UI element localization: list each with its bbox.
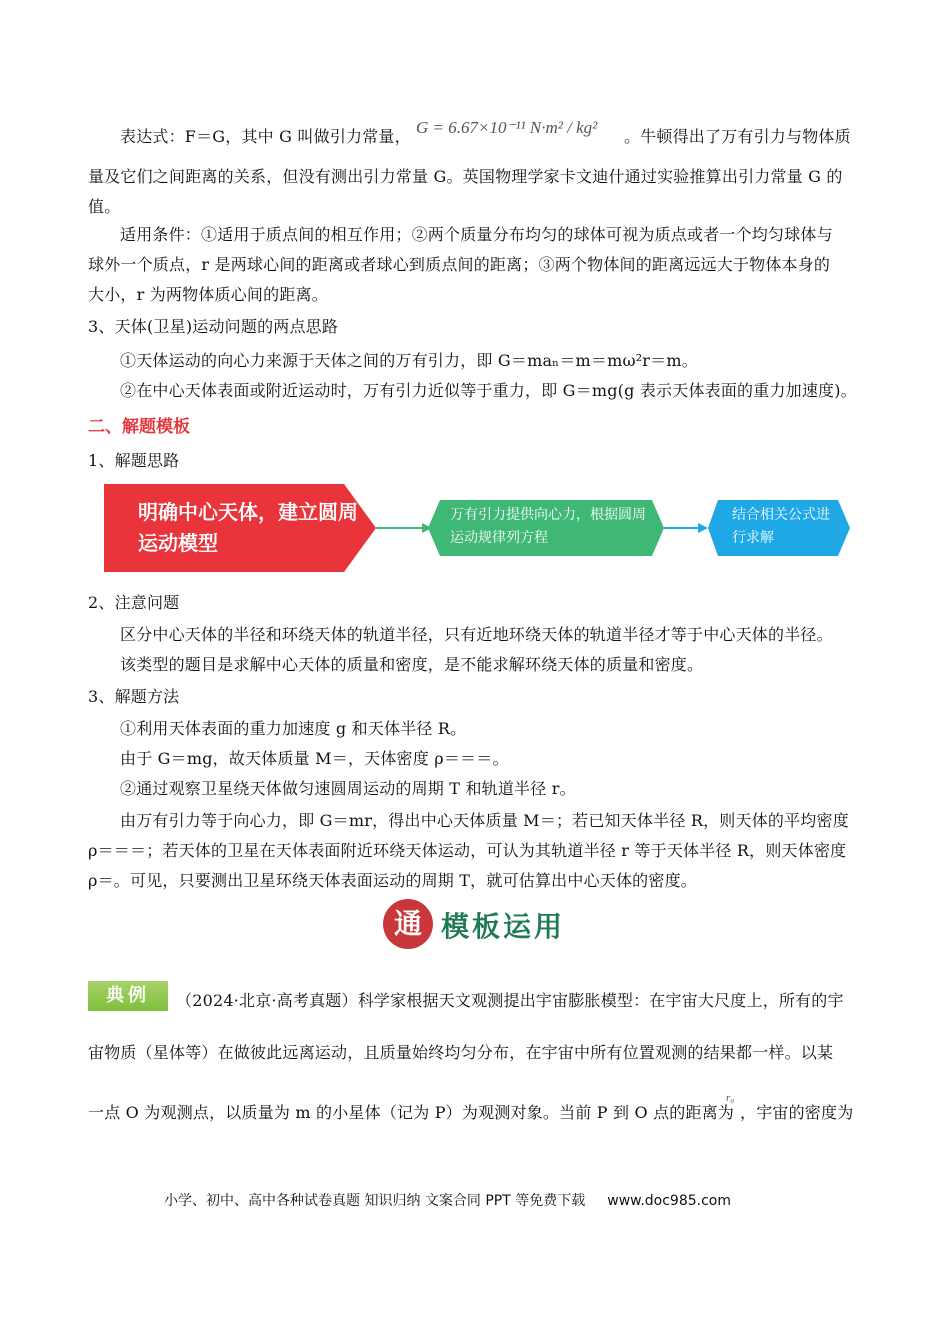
flow-step-2-text: 万有引力提供向心力，根据圆周运动规律列方程 [450,507,646,546]
example-tag: 典例 [88,981,168,1011]
gravitational-constant-formula: G = 6.67×10⁻¹¹ N·m² / kg² [416,118,598,137]
section-heading: 二、解题模板 [88,417,190,437]
expression-text-cont: 。牛顿得出了万有引力与物体质 [624,127,851,146]
method-line: 由于 G＝mg，故天体质量 M＝，天体密度 ρ＝＝＝。 [120,749,509,768]
idea-line: ①天体运动的向心力来源于天体之间的万有引力，即 G＝maₙ＝m＝mω²r＝m。 [120,351,698,370]
conditions-line: 球外一个质点，r 是两球心间的距离或者球心到质点间的距离；③两个物体间的距离远远大于物体本身的 [88,255,831,274]
subsection-title: 1、解题思路 [88,451,180,470]
flow-step-3-text: 结合相关公式进行求解 [732,507,830,546]
method-line: ρ＝。可见，只要测出卫星环绕天体表面运动的周期 T，就可估算出中心天体的密度。 [88,871,697,890]
note-line: 该类型的题目是求解中心天体的质量和密度，是不能求解环绕天体的质量和密度。 [120,655,704,674]
paragraph-line: 值。 [88,197,121,216]
idea-line: ②在中心天体表面或附近运动时，万有引力近似等于重力，即 G＝mg(g 表示天体表面的重力加速度)。 [120,381,857,400]
example-line: 宙物质（星体等）在做彼此远离运动，且质量始终均匀分布，在宇宙中所有位置观测的结果都一样。以某 [88,1043,834,1062]
flow-arrow-2-head [698,523,708,533]
section-title: 3、天体(卫星)运动问题的两点思路 [88,317,339,336]
banner-seal-icon: 通 [383,899,433,949]
subsection-title: 2、注意问题 [88,593,180,612]
note-line: 区分中心天体的半径和环绕天体的轨道半径，只有近地环绕天体的轨道半径才等于中心天体的半径。 [120,625,833,644]
footer-link[interactable]: www.doc985.com [607,1193,731,1209]
footer [164,1190,731,1210]
method-line: 由万有引力等于向心力，即 G＝mr，得出中心天体质量 M＝；若已知天体半径 R，则天体的平均密度 [120,811,849,830]
template-usage-banner [383,899,583,951]
paragraph-line: 量及它们之间距离的关系，但没有测出引力常量 G。英国物理学家卡文迪什通过实验推算出引力常量 G 的 [88,167,843,186]
conditions-line: 适用条件：①适用于质点间的相互作用；②两个质量分布均匀的球体可视为质点或者一个均匀球体与 [120,225,833,244]
example-line-cont: ，宇宙的密度为 [740,1103,854,1122]
banner-title: 模板运用 [441,910,566,943]
flow-step-1-text: 明确中心天体，建立圆周运动模型 [138,500,358,555]
example-line: 一点 O 为观测点，以质量为 m 的小星体（记为 P）为观测对象。当前 P 到 O 点的距离为 [88,1103,735,1122]
conditions-line: 大小，r 为两物体质心间的距离。 [88,285,328,304]
method-line: ρ＝＝＝；若天体的卫星在天体表面附近环绕天体运动，可认为其轨道半径 r 等于天体半径 R，则天体密度 [88,841,847,860]
method-line: ②通过观察卫星绕天体做匀速圆周运动的周期 T 和轨道半径 r。 [120,779,576,798]
method-line: ①利用天体表面的重力加速度 g 和天体半径 R。 [120,719,467,738]
footer-text: 小学、初中、高中各种试卷真题 知识归纳 文案合同 PPT 等免费下载 [164,1193,586,1209]
r0-symbol: r₀ [726,1092,735,1104]
subsection-title: 3、解题方法 [88,687,180,706]
example-line: （2024·北京·高考真题）科学家根据天文观测提出宇宙膨胀模型：在宇宙大尺度上，所有的宇 [176,991,844,1010]
expression-text: 表达式：F＝G，其中 G 叫做引力常量， [120,127,411,146]
